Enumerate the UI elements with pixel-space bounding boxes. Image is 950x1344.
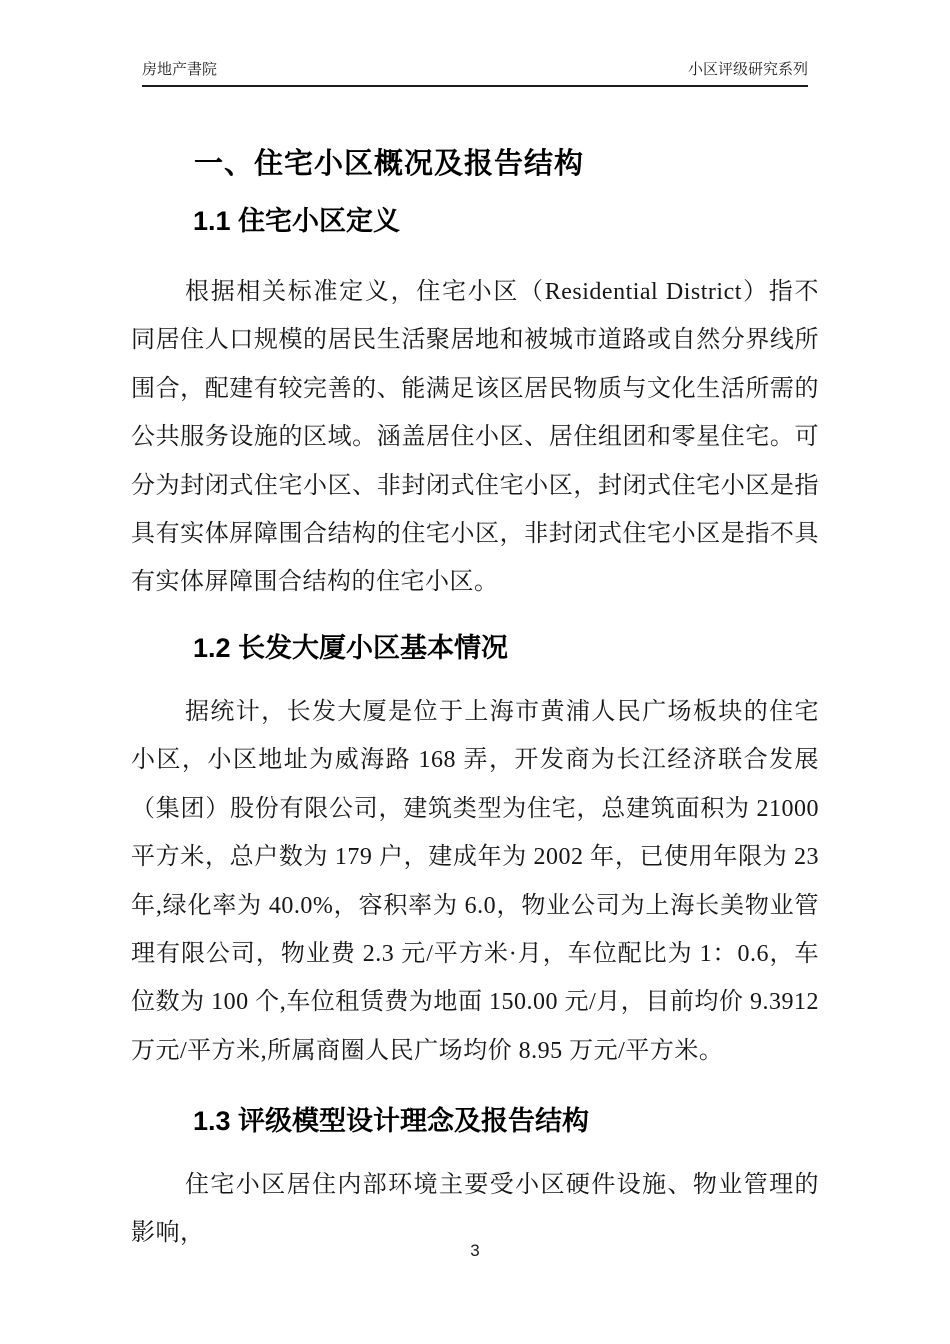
- paragraph-basic-info: 据统计，长发大厦是位于上海市黄浦人民广场板块的住宅小区，小区地址为威海路 168 弄，开发商为长江经济联合发展（集团）股份有限公司，建筑类型为住宅，总建筑面积为 21000 平方米，总户数为 179 户，建成年为 2002 年，已使用年限为 23 年,绿化率为 40.0%，容积率为 6.0，物业公司为上海长美物业管理有限公司，物业费 2.3 元/平方米·月，车位配比为 1：0.6，车位数为 100 个,车位租赁费为地面 150.00 元/月，目前均价 9.3912 万元/平方米,所属商圈人民广场均价 8.95 万元/平方米。: [131, 699, 819, 1064]
- running-header: [142, 58, 808, 87]
- section-heading-1: 一、住宅小区概况及报告结构: [194, 148, 585, 180]
- paragraph-definition: 根据相关标准定义，住宅小区（Residential District）指不同居住人口规模的居民生活聚居地和被城市道路或自然分界线所围合，配建有较完善的、能满足该区居民物质与文化生活所需的公共服务设施的区域。涵盖居住小区、居住组团和零星住宅。可分为封闭式住宅小区、非封闭式住宅小区，封闭式住宅小区是指具有实体屏障围合结构的住宅小区，非封闭式住宅小区是指不具有实体屏障围合结构的住宅小区。: [131, 279, 819, 596]
- paragraph-model-design: 住宅小区居住内部环境主要受小区硬件设施、物业管理的影响，: [131, 1172, 819, 1247]
- header-left-text: 房地产書院: [142, 61, 218, 78]
- page-number: 3: [470, 1241, 480, 1260]
- subsection-heading-1-3: 1.3 评级模型设计理念及报告结构: [193, 1106, 590, 1136]
- subsection-heading-1-1: 1.1 住宅小区定义: [193, 206, 401, 236]
- header-right-text: 小区评级研究系列: [687, 61, 808, 78]
- subsection-heading-1-2: 1.2 长发大厦小区基本情况: [193, 633, 509, 663]
